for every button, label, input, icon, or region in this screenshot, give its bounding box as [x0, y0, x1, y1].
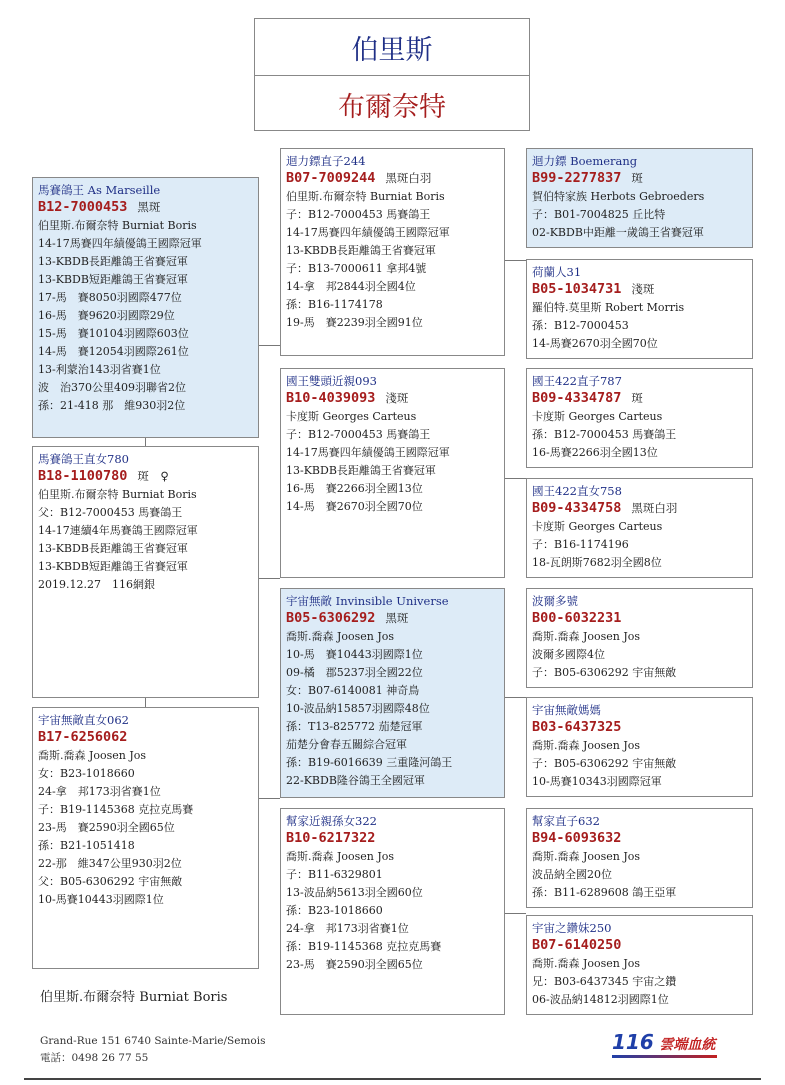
detail-line: 兄：B03-6437345 宇宙之鑽 — [532, 975, 677, 988]
pedigree-card-dam — [32, 707, 259, 969]
pedigree-card-dam-sire-sire — [526, 588, 753, 688]
ring-number: B05-6306292 — [286, 610, 376, 626]
connector-line — [258, 578, 280, 579]
ring-number: B07-7009244 — [286, 170, 376, 186]
detail-line: 喬斯.喬森 Joosen Jos — [286, 630, 395, 643]
feather-color: 黑斑白羽 — [631, 501, 678, 515]
detail-line: 18-瓦朗斯7682羽全國8位 — [532, 556, 662, 569]
detail-line: 15-馬 賽10104羽國際603位 — [38, 327, 189, 340]
detail-line: 16-馬賽2266羽全國13位 — [532, 446, 658, 459]
detail-line: 14-馬 賽12054羽國際261位 — [38, 345, 189, 358]
connector-line — [504, 260, 526, 261]
detail-line: 13-KBDB短距離鴿王省賽冠軍 — [38, 273, 188, 286]
pigeon-name: 迴力鏢直子244 — [286, 154, 366, 168]
connector-line — [258, 798, 280, 799]
detail-line: 13-KBDB長距離鴿王省賽冠軍 — [286, 244, 436, 257]
feather-color: 黑斑 — [385, 611, 409, 625]
detail-line: 卡度斯 Georges Carteus — [532, 520, 663, 533]
detail-line: 23-馬 賽2590羽全國65位 — [286, 958, 423, 971]
feather-color: 淺斑 — [631, 282, 655, 296]
detail-line: 子：B05-6306292 宇宙無敵 — [532, 666, 677, 679]
ring-number: B17-6256062 — [38, 729, 128, 745]
detail-line: 喬斯.喬森 Joosen Jos — [532, 850, 641, 863]
address: Grand-Rue 151 6740 Sainte-Marie/Semois — [40, 1035, 266, 1047]
ring-number: B94-6093632 — [532, 830, 622, 846]
pigeon-name: 宇宙無敵媽媽 — [532, 703, 601, 717]
detail-line: 伯里斯.布爾奈特 Burniat Boris — [286, 190, 445, 203]
detail-line: 10-波品納15857羽國際48位 — [286, 702, 430, 715]
connector-line — [145, 437, 146, 446]
feather-color: 淺斑 — [385, 391, 409, 405]
pedigree-card-sire-dam-dam — [526, 478, 753, 578]
detail-line: 子：B12-7000453 馬賽鴿王 — [286, 428, 431, 441]
detail-line: 孫：B11-6289608 鴿王亞軍 — [532, 886, 677, 899]
connector-line — [504, 478, 526, 479]
ring-number: B09-4334787 — [532, 390, 622, 406]
logo-number: 116 — [612, 1030, 654, 1054]
detail-line: 23-馬 賽2590羽全國65位 — [38, 821, 175, 834]
detail-line: 19-馬 賽2239羽全國91位 — [286, 316, 423, 329]
pigeon-name: 宇宙無敵直女062 — [38, 713, 129, 727]
detail-line: 波品納全國20位 — [532, 868, 612, 881]
detail-line: 02-KBDB中距離一歲鴿王省賽冠軍 — [532, 226, 704, 239]
logo-text: 雲端血統 — [659, 1037, 716, 1053]
detail-line: 13-利蒙治143羽省賽1位 — [38, 363, 161, 376]
detail-line: 子：B13-7000611 拿邦4號 — [286, 262, 427, 275]
detail-line: 13-KBDB長距離鴿王省賽冠軍 — [38, 542, 188, 555]
pigeon-name: 宇宙之鑽妹250 — [532, 921, 612, 935]
pedigree-card-sire-dam — [280, 368, 505, 578]
connector-line — [258, 345, 280, 346]
phone: 電話：0498 26 77 55 — [40, 1052, 149, 1064]
detail-line: 14-拿 邦2844羽全國4位 — [286, 280, 416, 293]
feather-color: 斑 — [631, 391, 643, 405]
pedigree-card-dam-dam-sire — [526, 808, 753, 908]
detail-line: 孫：B19-1145368 克拉克馬賽 — [286, 940, 442, 953]
feather-color: 黑斑白羽 — [385, 171, 432, 185]
ring-number: B00-6032231 — [532, 610, 622, 626]
detail-line: 13-波品納5613羽全國60位 — [286, 886, 423, 899]
detail-line: 06-波品納14812羽國際1位 — [532, 993, 669, 1006]
bottom-divider — [24, 1078, 761, 1080]
detail-line: 卡度斯 Georges Carteus — [532, 410, 663, 423]
detail-line: 孫：B16-1174178 — [286, 298, 383, 311]
detail-line: 伯里斯.布爾奈特 Burniat Boris — [38, 488, 197, 501]
detail-line: 子：B16-1174196 — [532, 538, 629, 551]
detail-line: 子：B05-6306292 宇宙無敵 — [532, 757, 677, 770]
pigeon-name: 宇宙無敵 Invinsible Universe — [286, 594, 449, 608]
feather-color: 斑 — [631, 171, 643, 185]
detail-line: 10-馬賽10343羽國際冠軍 — [532, 775, 662, 788]
pedigree-card-sire-sire — [280, 148, 505, 356]
detail-line: 09-橘 郡5237羽全國22位 — [286, 666, 423, 679]
connector-line — [504, 913, 526, 914]
detail-line: 羅伯特.莫里斯 Robert Morris — [532, 301, 685, 314]
ring-number: B99-2277837 — [532, 170, 622, 186]
detail-line: 賀伯特家族 Herbots Gebroeders — [532, 190, 705, 203]
detail-line: 女：B07-6140081 神奇鳥 — [286, 684, 420, 697]
pigeon-name: 波爾多號 — [532, 594, 578, 608]
detail-line: 孫：B12-7000453 — [532, 319, 629, 332]
title-box — [254, 18, 530, 131]
detail-line: 波 治370公里409羽聯省2位 — [38, 381, 186, 394]
detail-line: 父：B12-7000453 馬賽鴿王 — [38, 506, 183, 519]
ring-number: B07-6140250 — [532, 937, 622, 953]
detail-line: 10-馬賽10443羽國際1位 — [38, 893, 164, 906]
feather-color: 黑斑 — [137, 200, 161, 214]
detail-line: 茄楚分會春五關綜合冠軍 — [286, 738, 407, 751]
detail-line: 14-17連續4年馬賽鴿王國際冠軍 — [38, 524, 198, 537]
detail-line: 子：B19-1145368 克拉克馬賽 — [38, 803, 194, 816]
ring-number: B12-7000453 — [38, 199, 128, 215]
pigeon-name: 幫家近親孫女322 — [286, 814, 377, 828]
ring-number: B10-6217322 — [286, 830, 376, 846]
detail-line: 喬斯.喬森 Joosen Jos — [532, 739, 641, 752]
detail-line: 13-KBDB長距離鴿王省賽冠軍 — [38, 255, 188, 268]
detail-line: 22-KBDB隆谷鴿王全國冠軍 — [286, 774, 425, 787]
pigeon-name: 幫家直子632 — [532, 814, 600, 828]
breeder-name-top: 伯里斯 — [255, 19, 529, 76]
pigeon-name: 馬賽鴿王直女780 — [38, 452, 129, 466]
detail-line: 16-馬 賽2266羽全國13位 — [286, 482, 423, 495]
pigeon-name: 荷蘭人31 — [532, 265, 582, 279]
detail-line: 子：B11-6329801 — [286, 868, 383, 881]
ring-number: B05-1034731 — [532, 281, 622, 297]
detail-line: 喬斯.喬森 Joosen Jos — [286, 850, 395, 863]
owner-name: 伯里斯.布爾奈特 Burniat Boris — [40, 990, 228, 1005]
pedigree-card-sire-sire-sire — [526, 148, 753, 248]
detail-line: 24-拿 邦173羽省賽1位 — [286, 922, 409, 935]
ring-number: B18-1100780 — [38, 468, 128, 484]
feather-color: 斑 ♀ — [137, 469, 169, 483]
detail-line: 孫：B19-6016639 三重隆河鴿王 — [286, 756, 453, 769]
detail-line: 17-馬 賽8050羽國際477位 — [38, 291, 182, 304]
detail-line: 22-那 維347公里930羽2位 — [38, 857, 182, 870]
pedigree-card-dam-sire-dam — [526, 697, 753, 797]
brand-logo — [612, 1030, 715, 1054]
pigeon-name: 馬賽鴿王 As Marseille — [38, 183, 161, 197]
detail-line: 孫：B21-1051418 — [38, 839, 135, 852]
detail-line: 13-KBDB短距離鴿王省賽冠軍 — [38, 560, 188, 573]
pedigree-card-sire-dam-sire — [526, 368, 753, 468]
ring-number: B09-4334758 — [532, 500, 622, 516]
detail-line: 10-馬 賽10443羽國際1位 — [286, 648, 423, 661]
pedigree-card-sire-sire-dam — [526, 259, 753, 359]
detail-line: 孫：B23-1018660 — [286, 904, 383, 917]
detail-line: 孫：B12-7000453 馬賽鴿王 — [532, 428, 677, 441]
connector-line — [145, 698, 146, 707]
detail-line: 16-馬 賽9620羽國際29位 — [38, 309, 175, 322]
ring-number: B03-6437325 — [532, 719, 622, 735]
detail-line: 2019.12.27 116網銀 — [38, 578, 155, 591]
detail-line: 父：B05-6306292 宇宙無敵 — [38, 875, 183, 888]
detail-line: 喬斯.喬森 Joosen Jos — [532, 630, 641, 643]
breeder-name-bottom: 布爾奈特 — [338, 91, 446, 123]
detail-line: 波爾多國際4位 — [532, 648, 605, 661]
detail-line: 子：B01-7004825 丘比特 — [532, 208, 666, 221]
detail-line: 14-17馬賽四年績優鴿王國際冠軍 — [286, 226, 450, 239]
detail-line: 孫：21-418 那 維930羽2位 — [38, 399, 186, 412]
detail-line: 24-拿 邦173羽省賽1位 — [38, 785, 161, 798]
detail-line: 喬斯.喬森 Joosen Jos — [38, 749, 147, 762]
logo-underline — [612, 1055, 717, 1058]
detail-line: 孫：T13-825772 茄楚冠軍 — [286, 720, 423, 733]
pigeon-name: 國王雙頭近親093 — [286, 374, 377, 388]
detail-line: 子：B12-7000453 馬賽鴿王 — [286, 208, 431, 221]
pedigree-card-sire — [32, 177, 259, 438]
detail-line: 14-17馬賽四年績優鴿王國際冠軍 — [286, 446, 450, 459]
pedigree-card-subject — [32, 446, 259, 698]
contact-block — [40, 1033, 265, 1067]
detail-line: 伯里斯.布爾奈特 Burniat Boris — [38, 219, 197, 232]
detail-line: 14-馬賽2670羽全國70位 — [532, 337, 658, 350]
detail-line: 喬斯.喬森 Joosen Jos — [532, 957, 641, 970]
pigeon-name: 國王422直女758 — [532, 484, 622, 498]
pigeon-name: 迴力鏢 Boemerang — [532, 154, 638, 168]
detail-line: 14-馬 賽2670羽全國70位 — [286, 500, 423, 513]
pedigree-card-dam-dam-dam — [526, 915, 753, 1015]
detail-line: 卡度斯 Georges Carteus — [286, 410, 417, 423]
detail-line: 13-KBDB長距離鴿王省賽冠軍 — [286, 464, 436, 477]
pedigree-card-dam-dam — [280, 808, 505, 1015]
detail-line: 14-17馬賽四年績優鴿王國際冠軍 — [38, 237, 202, 250]
ring-number: B10-4039093 — [286, 390, 376, 406]
connector-line — [504, 697, 526, 698]
detail-line: 女：B23-1018660 — [38, 767, 135, 780]
pigeon-name: 國王422直子787 — [532, 374, 622, 388]
pedigree-card-dam-sire — [280, 588, 505, 798]
